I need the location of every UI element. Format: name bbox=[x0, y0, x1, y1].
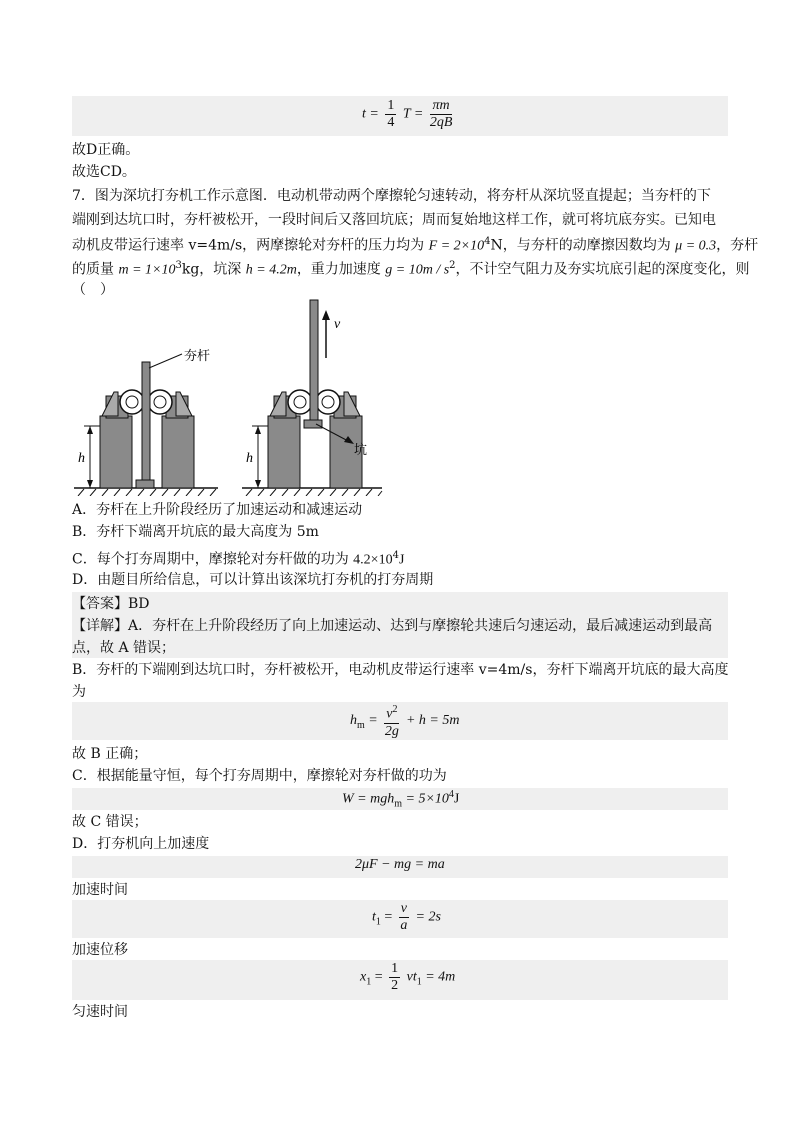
option-d: D．由题目所给信息，可以计算出该深坑打夯机的打夯周期 bbox=[72, 572, 434, 588]
answer-line: 【答案】BD bbox=[72, 596, 150, 612]
h-label-left: h bbox=[78, 451, 85, 466]
text-d-correct: 故D正确。 bbox=[72, 142, 140, 158]
tamping-machine-figure bbox=[72, 296, 402, 496]
detail-d-line: D．打夯机向上加速度 bbox=[72, 836, 210, 852]
formula-force: 2μF − mg = ma bbox=[355, 857, 445, 872]
text-accel-time: 加速时间 bbox=[72, 882, 128, 898]
pit-label: 坑 bbox=[354, 442, 368, 457]
left-machine-diagram bbox=[74, 348, 218, 496]
formula-work: $W = mgh_m = 5\times 10^4J$ bbox=[342, 789, 460, 810]
detail-c-line: C．根据能量守恒，每个打夯周期中，摩擦轮对夯杆做的功为 bbox=[72, 768, 447, 784]
answer-parentheses: （ ） bbox=[72, 282, 114, 298]
detail-b-line-2: 为 bbox=[72, 684, 86, 700]
question-7-line-1: 7．图为深坑打夯机工作示意图．电动机带动两个摩擦轮匀速转动，将夯杆从深坑竖直提起；当夯杆的下 bbox=[72, 188, 711, 204]
text-c-wrong: 故 C 错误； bbox=[72, 814, 148, 830]
question-7-line-3: 动机皮带运行速率 v=4m/s，两摩擦轮对夯杆的压力均为 $F = 2\times 10^4N$，与夯杆的动摩擦因数均为 μ = 0.3，夯杆 bbox=[72, 236, 759, 254]
detail-line-1: 【详解】A．夯杆在上升阶段经历了向上加速运动、达到与摩擦轮共速后匀速运动，最后减速运动到最高 bbox=[72, 618, 713, 634]
option-b: B．夯杆下端离开坑底的最大高度为 5m bbox=[72, 524, 319, 540]
formula-max-height: $h_m$ = $\frac{v^2}{2g}$ + h = 5m bbox=[350, 704, 460, 739]
text-choose-cd: 故选CD。 bbox=[72, 164, 136, 180]
text-b-correct: 故 B 正确； bbox=[72, 746, 148, 762]
option-c: C．每个打夯周期中，摩擦轮对夯杆做的功为 $4.2\times 10^4J$ bbox=[72, 550, 405, 568]
option-a: A．夯杆在上升阶段经历了加速运动和减速运动 bbox=[72, 502, 363, 518]
detail-line-2: 点，故 A 错误； bbox=[72, 640, 176, 656]
text-accel-disp: 加速位移 bbox=[72, 942, 128, 958]
formula-period: t = $\frac{1}{4}$ T = $\frac{\pi m}{2qB}$ bbox=[362, 98, 453, 130]
right-machine-diagram bbox=[242, 300, 382, 496]
formula-accel-time: $t_1$ = $\frac{v}{a}$ = 2s bbox=[372, 901, 441, 933]
text-uniform-time: 匀速时间 bbox=[72, 1004, 128, 1020]
formula-accel-disp: $x_1$ = $\frac{1}{2}$ $vt_1 = 4m$ bbox=[360, 961, 456, 993]
rod-label: 夯杆 bbox=[184, 348, 211, 363]
question-7-line-2: 端刚到达坑口时，夯杆被松开，一段时间后又落回坑底；周而复始地这样工作，就可将坑底夯实。已知电 bbox=[72, 212, 716, 228]
question-7-line-4: 的质量 $m = 1\times 10^3kg$，坑深 h = 4.2m，重力加速度 $g = 10m / s^2$，不计空气阻力及夯实坑底引起的深度变化，则 bbox=[72, 260, 750, 278]
h-label-right: h bbox=[246, 451, 253, 466]
velocity-label: v bbox=[334, 317, 341, 332]
detail-b-line-1: B．夯杆的下端刚到达坑口时，夯杆被松开，电动机皮带运行速率 v=4m/s，夯杆下端离开坑底的最大高度 bbox=[72, 662, 729, 678]
